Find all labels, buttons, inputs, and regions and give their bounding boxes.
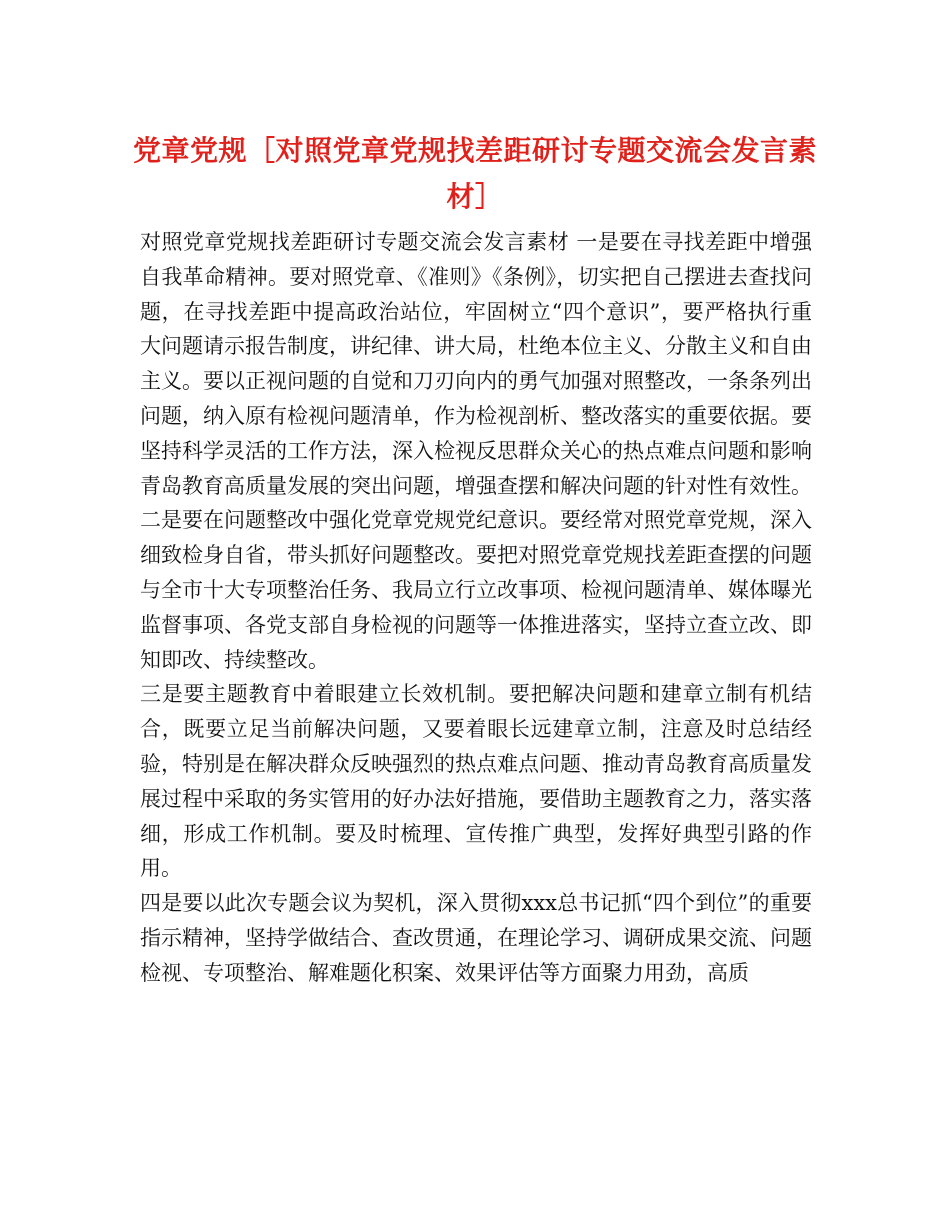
document-title: 党章党规［对照党章党规找差距研讨专题交流会发言素材］ [132, 134, 817, 213]
paragraph-3: 三是要主题教育中着眼建立长效机制。要把解决问题和建章立制有机结合，既要立足当前解决问题，又要着眼长远建章立制，注意及时总结经验，特别是在解决群众反映强烈的热点难点问题、推动青岛教育高质量发展过程中采取的务实管用的好办法好措施，要借助主题教育之力，落实落细，形成工作机制。要及时梳理、宣传推广典型，发挥好典型引路的作用。 [140, 682, 812, 881]
paragraph-1: 对照党章党规找差距研讨专题交流会发言素材 一是要在寻找差距中增强自我革命精神。要对照党章、《准则》《条例》，切实把自己摆进去查找问题，在寻找差距中提高政治站位，牢固树立“四个意识”，要严格执行重大问题请示报告制度，讲纪律、讲大局，杜绝本位主义、分散主义和自由主义。要以正视问题的自觉和刀刃向内的勇气加强对照整改，一条条列出问题，纳入原有检视问题清单，作为检视剖析、整改落实的重要依据。要坚持科学灵活的工作方法，深入检视反思群众关心的热点难点问题和影响青岛教育高质量发展的突出问题，增强查摆和解决问题的针对性有效性。 [140, 230, 812, 498]
paragraph-4: 四是要以此次专题会议为契机，深入贯彻xxx总书记抓“四个到位”的重要指示精神，坚持学做结合、查改贯通，在理论学习、调研成果交流、问题检视、专项整治、解难题化积案、效果评估等方面聚力用劲，高质 [140, 891, 812, 985]
paragraph-2: 二是要在问题整改中强化党章党规党纪意识。要经常对照党章党规，深入细致检身自省，带头抓好问题整改。要把对照党章党规找差距查摆的问题与全市十大专项整治任务、我局立行立改事项、检视问题清单、媒体曝光监督事项、各党支部自身检视的问题等一体推进落实，坚持立查立改、即知即改、持续整改。 [140, 508, 812, 672]
document-body [140, 225, 812, 991]
